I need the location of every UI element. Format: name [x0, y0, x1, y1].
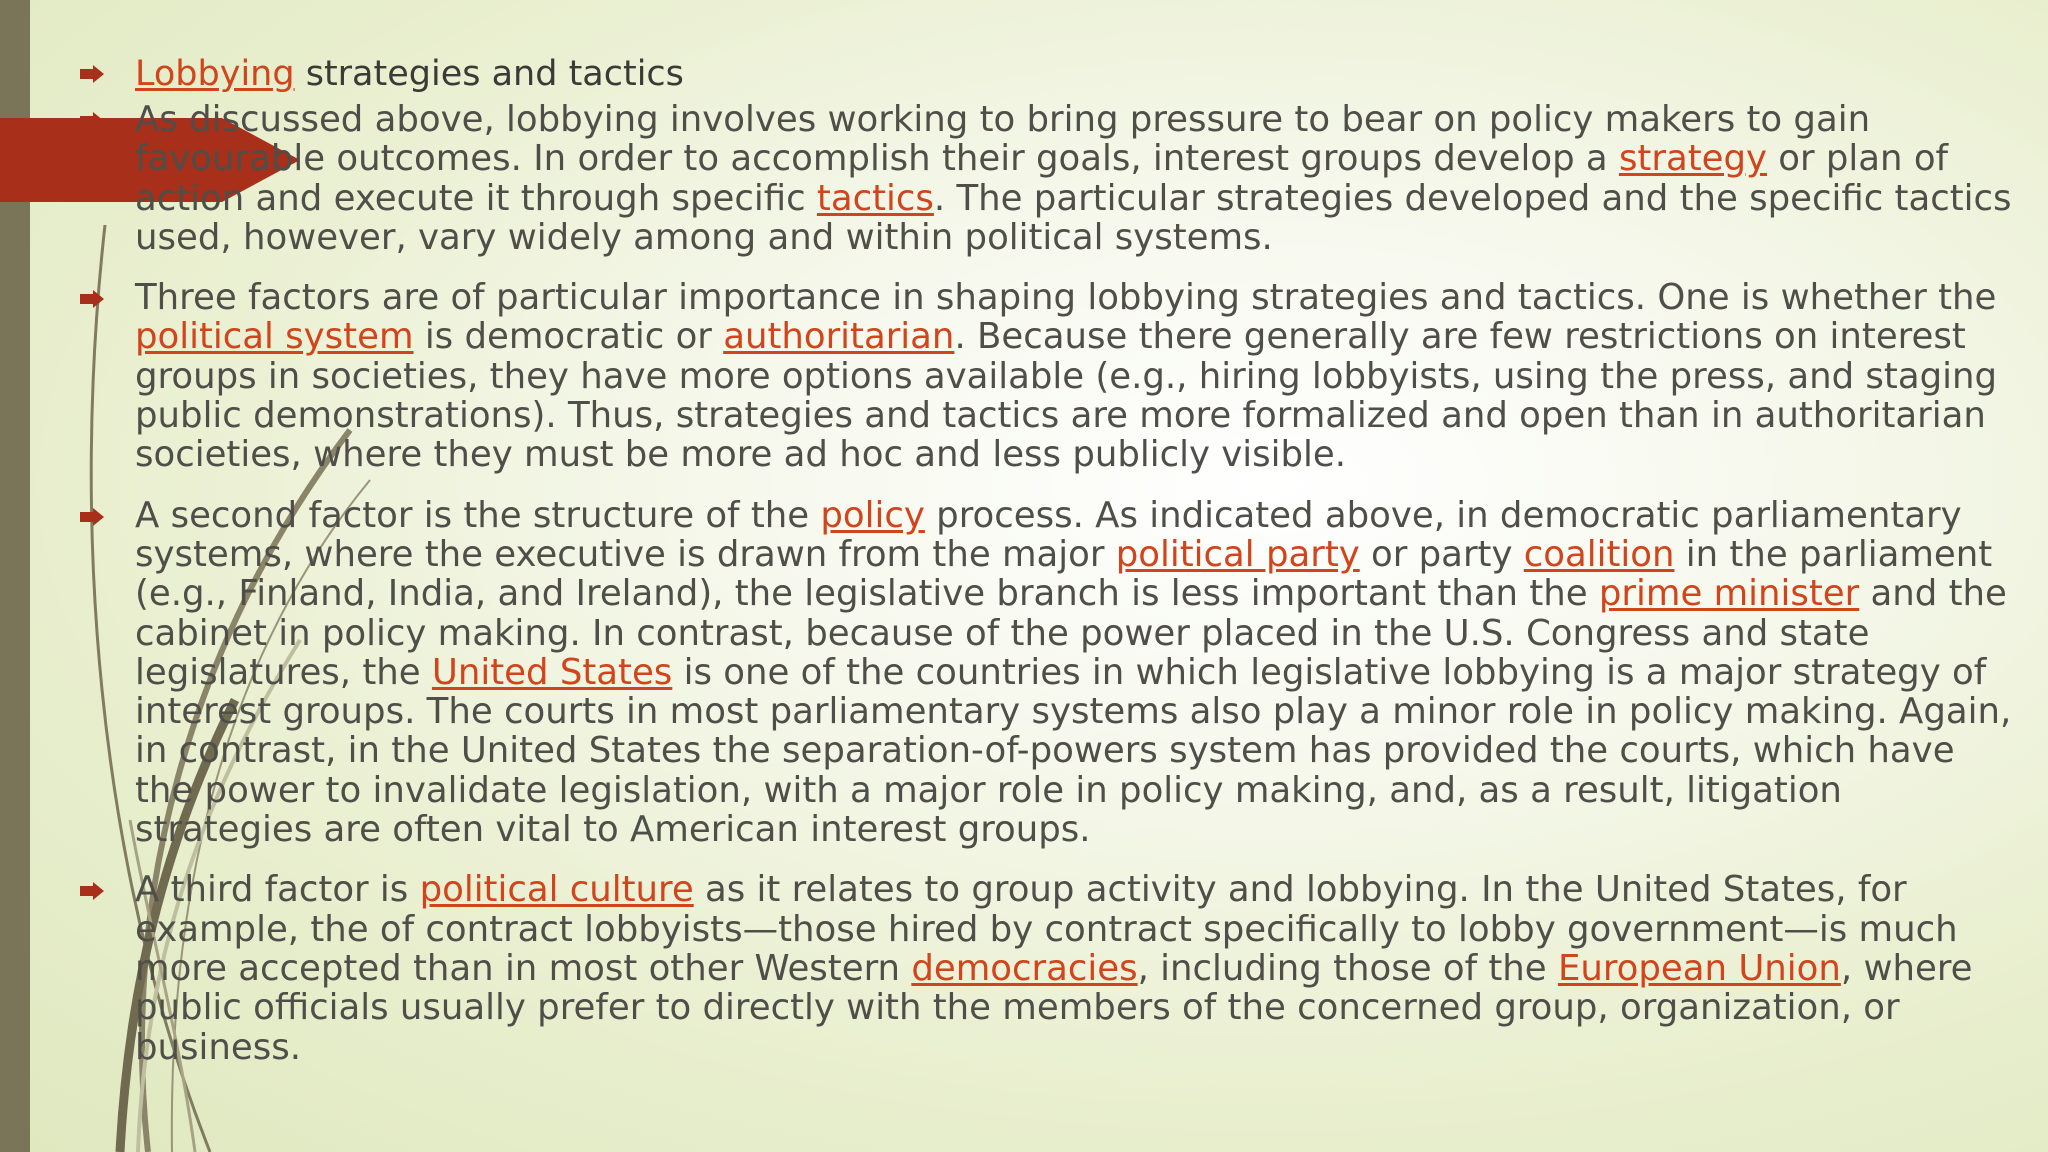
paragraph-text: or plan of action and execute it through specific: [135, 138, 1949, 219]
inline-link[interactable]: prime minister: [1598, 573, 1860, 615]
bullet-paragraph: [80, 100, 2012, 257]
paragraph-text: or party: [1359, 533, 1524, 575]
inline-link[interactable]: tactics: [816, 177, 934, 219]
paragraph-text: . Because there generally are few restrictions on interest groups in societies, they have more options available (e.g., hiring lobbyists, using the press, and staging public demonstrations). Thus, strategies and tactics are more formalized and open than in authoritarian societies, where they must be more ad hoc and less publicly visible.: [135, 316, 1998, 476]
bullet-paragraph: [80, 496, 2012, 850]
paragraph-text: is democratic or: [413, 316, 724, 358]
bullet-list: [80, 100, 2012, 1067]
inline-link[interactable]: political party: [1115, 533, 1360, 575]
inline-link[interactable]: political system: [135, 316, 414, 358]
paragraph-text: , including those of the: [1137, 947, 1558, 989]
inline-link[interactable]: authoritarian: [723, 316, 955, 358]
inline-link[interactable]: coalition: [1523, 533, 1675, 575]
inline-link[interactable]: political culture: [419, 869, 694, 911]
heading-text: strategies and tactics: [294, 54, 684, 94]
paragraph-text: A second factor is the structure of the: [135, 494, 821, 536]
arrow-bullet-icon: [80, 112, 104, 130]
paragraph-text: , where public officials usually prefer to directly with the members of the concerned group, organization, or business.: [135, 947, 1973, 1068]
inline-link[interactable]: democracies: [911, 947, 1138, 989]
bullet-paragraph: [80, 870, 2012, 1066]
inline-link[interactable]: European Union: [1557, 947, 1841, 989]
paragraph-text: process. As indicated above, in democratic parliamentary systems, where the executive is drawn from the major: [135, 494, 1962, 575]
arrow-bullet-icon: [80, 290, 104, 308]
paragraph-text: Three factors are of particular importance in shaping lobbying strategies and tactics. One is whether the: [135, 277, 1997, 319]
bullet-paragraph: [80, 278, 2012, 474]
paragraph-text: A third factor is: [135, 869, 420, 911]
inline-link[interactable]: policy: [820, 494, 925, 536]
paragraph-text: and the cabinet in policy making. In contrast, because of the power placed in the U.S. Congress and state legislatures, the: [135, 573, 2007, 693]
paragraph-text: as it relates to group activity and lobbying. In the United States, for example, the of contract lobbyists—those hired by contract specifically to lobby government—is much more accepted than in most other Western: [135, 869, 1958, 989]
slide-heading: [80, 48, 2012, 100]
inline-link[interactable]: United States: [431, 651, 673, 693]
paragraph-text: in the parliament (e.g., Finland, India, and Ireland), the legislative branch is less important than the: [135, 533, 1993, 615]
paragraph-text: is one of the countries in which legislative lobbying is a major strategy of interest groups. The courts in most parliamentary systems also play a minor role in policy making. Again, in contrast, in the United States the separation-of-powers system has provided the courts, which have the power to invalidate legislation, with a major role in policy making, and, as a result, litigation strategies are often vital to American interest groups.: [135, 651, 2012, 851]
inline-link[interactable]: strategy: [1618, 138, 1768, 180]
paragraph-text: As discussed above, lobbying involves working to bring pressure to bear on policy makers to gain favourable outcomes. In order to accomplish their goals, interest groups develop a: [135, 99, 1871, 180]
arrow-bullet-icon: [80, 65, 104, 83]
arrow-bullet-icon: [80, 882, 104, 900]
paragraph-text: . The particular strategies developed and the specific tactics used, however, vary widely among and within political systems.: [135, 177, 2012, 258]
lobbying-link[interactable]: Lobbying: [135, 54, 295, 94]
slide-content: [80, 48, 2012, 1088]
arrow-bullet-icon: [80, 508, 104, 526]
